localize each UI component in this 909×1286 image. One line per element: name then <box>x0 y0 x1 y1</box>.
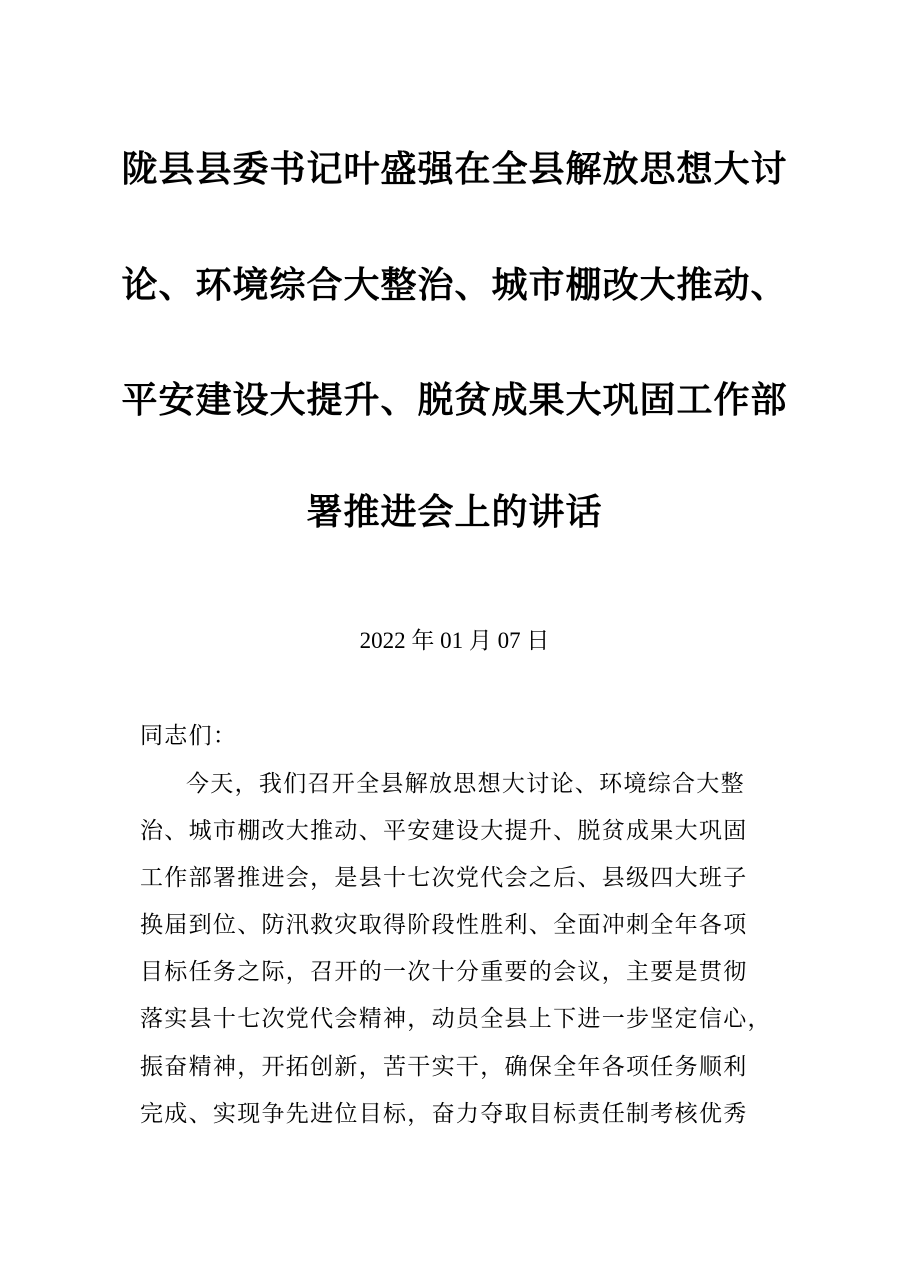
body-line-5: 目标任务之际，召开的一次十分重要的会议，主要是贯彻 <box>140 959 748 985</box>
salutation: 同志们： <box>140 723 238 749</box>
body-line-7: 振奋精神，开拓创新，苦干实干，确保全年各项任务顺利 <box>140 1054 748 1080</box>
title-line-2: 论、环境综合大整治、城市棚改大推动、 <box>121 264 788 306</box>
body-line-4: 换届到位、防汛救灾取得阶段性胜利、全面冲刺全年各项 <box>140 912 748 938</box>
document-date: 2022 年 01 月 07 日 <box>359 628 550 653</box>
body-line-2: 治、城市棚改大推动、平安建设大提升、脱贫成果大巩固 <box>140 818 748 844</box>
body-line-6: 落实县十七次党代会精神，动员全县上下进一步坚定信心， <box>140 1006 772 1032</box>
body-line-8: 完成、实现争先进位目标，奋力夺取目标责任制考核优秀 <box>140 1101 748 1127</box>
body-line-3: 工作部署推进会，是县十七次党代会之后、县级四大班子 <box>140 865 748 891</box>
title-line-3: 平安建设大提升、脱贫成果大巩固工作部 <box>121 379 788 421</box>
title-line-1: 陇县县委书记叶盛强在全县解放思想大讨 <box>121 148 788 190</box>
body-line-1: 今天，我们召开全县解放思想大讨论、环境综合大整 <box>186 771 745 797</box>
title-line-4: 署推进会上的讲话 <box>306 491 603 533</box>
